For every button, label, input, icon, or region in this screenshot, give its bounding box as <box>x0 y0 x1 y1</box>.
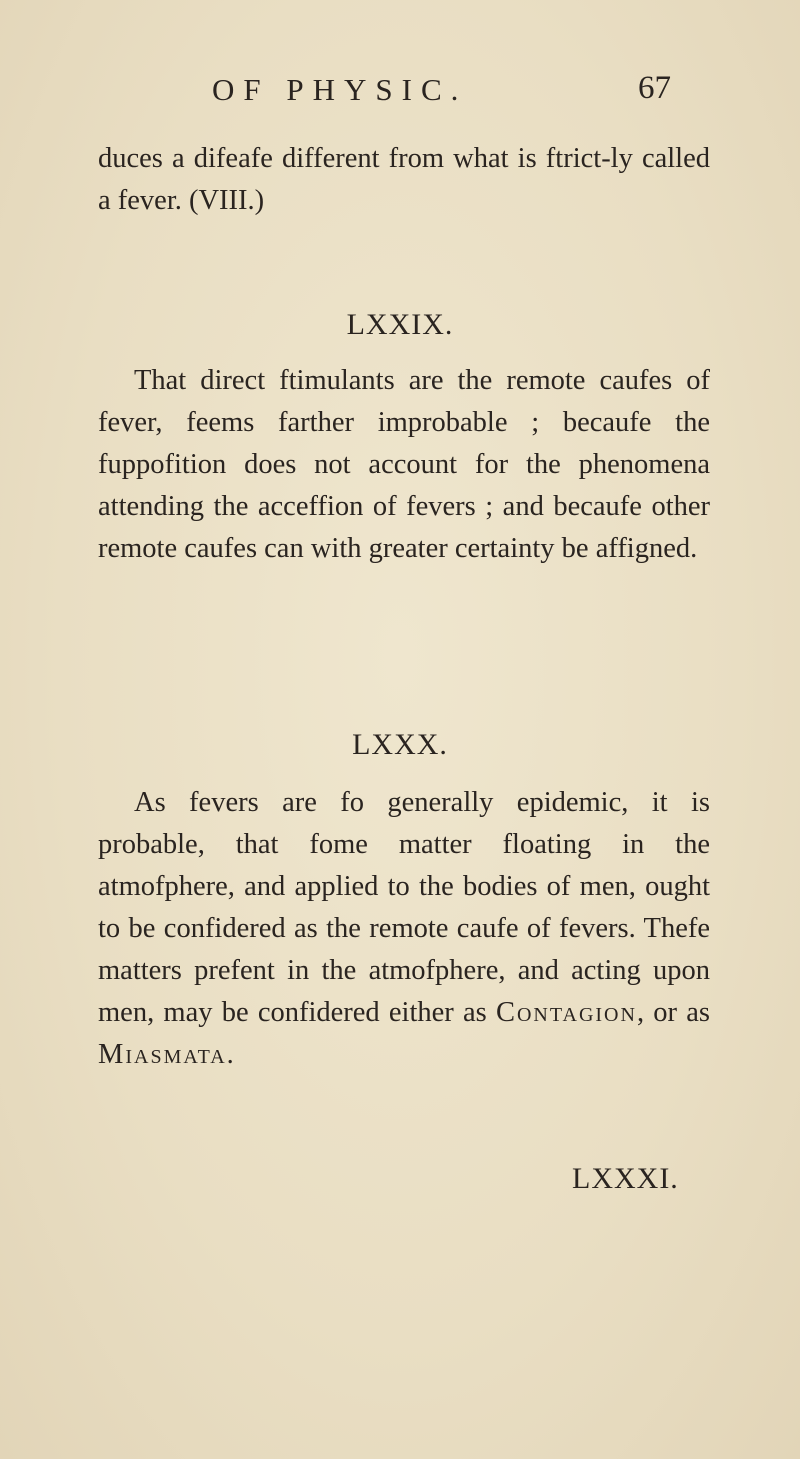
section-lxxx-text-part2: , or as <box>636 997 710 1028</box>
section-lxxx-text-part3: . <box>226 1039 234 1070</box>
section-lxxx-text-part1: As fevers are fo generally epidemic, it is probable, that fome matter floating in the atmofphere, and applied to the bodies of men, ought to be confidered as the remote caufe of fevers. Thefe matters prefent in the atmofphere, and acting upon men, may be confidered either as <box>98 787 710 1028</box>
section-lxxix-text: That direct ftimulants are the remote caufes of fever, feems farther improbable ; becaufe the fuppofition does not account for the phenomena attending the acceffion of fevers ; and becaufe other remote caufes can with greater certainty be affigned. <box>98 365 710 564</box>
continuation-paragraph <box>98 138 710 222</box>
term-miasmata: Miasmata <box>98 1039 227 1070</box>
section-heading-lxxx: LXXX. <box>352 728 448 761</box>
section-lxxx-text <box>98 782 710 1076</box>
continuation-text: duces a difeafe different from what is ftrict-ly called a fever. (VIII.) <box>98 143 710 216</box>
term-contagion: Contagion <box>495 997 637 1028</box>
section-lxxx-paragraph <box>98 782 710 1076</box>
page-number: 67 <box>638 70 671 106</box>
section-lxxix-paragraph <box>98 360 710 570</box>
section-heading-lxxix: LXXIX. <box>346 308 454 341</box>
running-head: OF PHYSIC. <box>212 72 468 107</box>
catchword: LXXXI. <box>572 1162 679 1195</box>
